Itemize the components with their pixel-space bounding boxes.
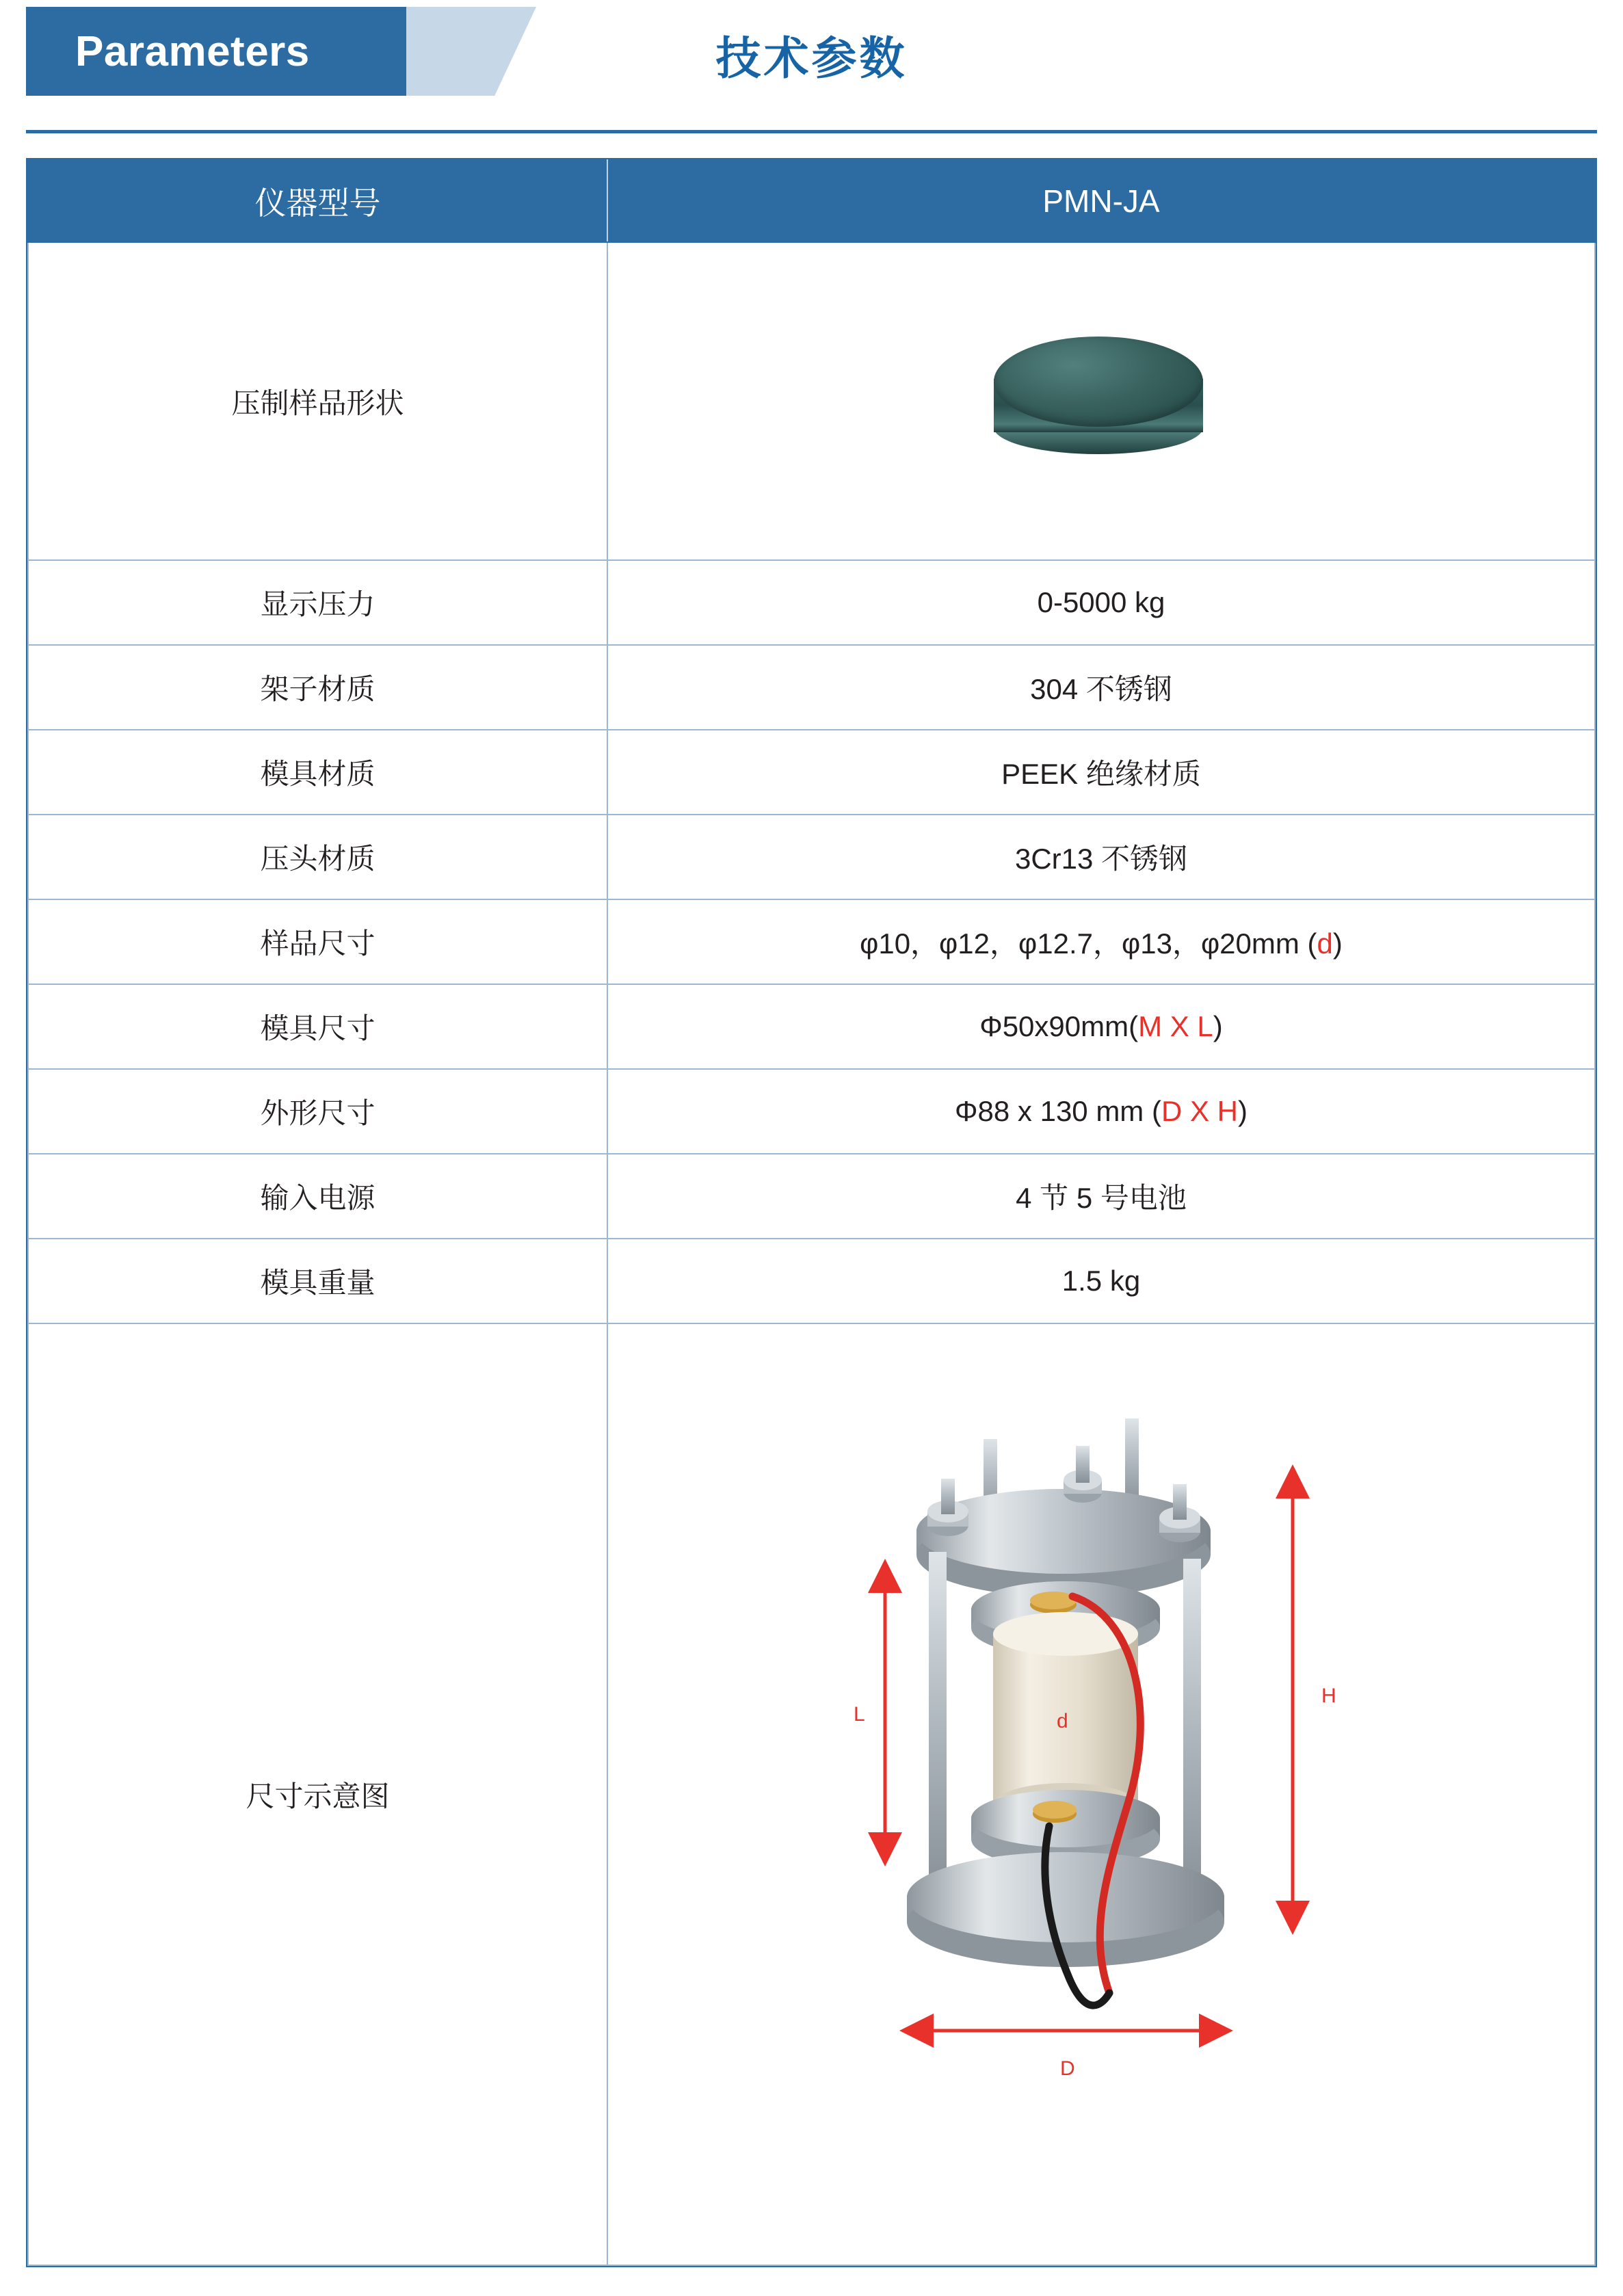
base-plate bbox=[907, 1852, 1224, 1967]
row-value-frame-material: 304 不锈钢 bbox=[607, 645, 1595, 730]
table-row bbox=[28, 984, 1595, 1069]
row-value-sample-size bbox=[607, 899, 1595, 984]
table-row bbox=[28, 242, 1595, 560]
dimension-label-h: H bbox=[1321, 1684, 1336, 1707]
mold-size-main: Φ50x90mm( bbox=[979, 1010, 1139, 1042]
row-value-sample-shape bbox=[607, 242, 1595, 560]
row-label-overall-size: 外形尺寸 bbox=[28, 1069, 607, 1154]
row-label-mold-size: 模具尺寸 bbox=[28, 984, 607, 1069]
row-label-punch-material: 压头材质 bbox=[28, 815, 607, 899]
overall-size-main: Φ88 x 130 mm ( bbox=[955, 1095, 1161, 1127]
row-label-frame-material: 架子材质 bbox=[28, 645, 607, 730]
row-value-display-pressure: 0-5000 kg bbox=[607, 560, 1595, 645]
dimension-d bbox=[903, 2031, 1230, 2080]
table-row bbox=[28, 815, 1595, 899]
mold-dimension-diagram bbox=[814, 1391, 1388, 2198]
dimension-h bbox=[1293, 1468, 1336, 1931]
row-label-input-power: 输入电源 bbox=[28, 1154, 607, 1239]
row-value-overall-size bbox=[607, 1069, 1595, 1154]
spec-table bbox=[27, 159, 1596, 2266]
row-value-input-power: 4 节 5 号电池 bbox=[607, 1154, 1595, 1239]
table-row bbox=[28, 1069, 1595, 1154]
row-label-sample-shape: 压制样品形状 bbox=[28, 242, 607, 560]
mold-size-accent: M X L bbox=[1138, 1010, 1213, 1042]
table-header-model-label: 仪器型号 bbox=[28, 160, 607, 242]
row-label-mold-material: 模具材质 bbox=[28, 730, 607, 815]
row-value-mold-size bbox=[607, 984, 1595, 1069]
sample-puck-illustration bbox=[988, 316, 1214, 487]
header-tab-label: Parameters bbox=[75, 27, 310, 75]
puck-top-face bbox=[994, 337, 1203, 427]
dimension-label-d: D bbox=[1060, 2057, 1075, 2080]
table-header-row bbox=[28, 160, 1595, 242]
table-row bbox=[28, 730, 1595, 815]
overall-size-accent: D X H bbox=[1161, 1095, 1238, 1127]
row-label-dimension-diagram: 尺寸示意图 bbox=[28, 1323, 607, 2265]
row-value-punch-material: 3Cr13 不锈钢 bbox=[607, 815, 1595, 899]
spec-table-container bbox=[26, 158, 1597, 2267]
table-header-model-value: PMN-JA bbox=[607, 160, 1595, 242]
mold-size-tail: ) bbox=[1213, 1010, 1223, 1042]
row-label-sample-size: 样品尺寸 bbox=[28, 899, 607, 984]
table-row bbox=[28, 645, 1595, 730]
table-row bbox=[28, 1239, 1595, 1323]
table-row bbox=[28, 1323, 1595, 2265]
dimension-label-l: L bbox=[854, 1702, 865, 1726]
row-value-mold-weight: 1.5 kg bbox=[607, 1239, 1595, 1323]
page-header bbox=[26, 0, 1597, 133]
row-value-mold-material: PEEK 绝缘材质 bbox=[607, 730, 1595, 815]
row-label-mold-weight: 模具重量 bbox=[28, 1239, 607, 1323]
overall-size-tail: ) bbox=[1237, 1095, 1248, 1127]
table-row bbox=[28, 560, 1595, 645]
dimension-label-sample-d: d bbox=[1057, 1709, 1068, 1732]
sample-size-main: φ10，φ12，φ12.7，φ13，φ20mm ( bbox=[860, 927, 1317, 960]
page-title: 技术参数 bbox=[715, 33, 908, 83]
table-row bbox=[28, 1154, 1595, 1239]
table-row bbox=[28, 899, 1595, 984]
dimension-l bbox=[854, 1562, 885, 1863]
sample-size-tail: ) bbox=[1332, 927, 1343, 960]
row-label-display-pressure: 显示压力 bbox=[28, 560, 607, 645]
row-value-dimension-diagram bbox=[607, 1323, 1595, 2265]
sample-size-accent: d bbox=[1317, 927, 1333, 960]
